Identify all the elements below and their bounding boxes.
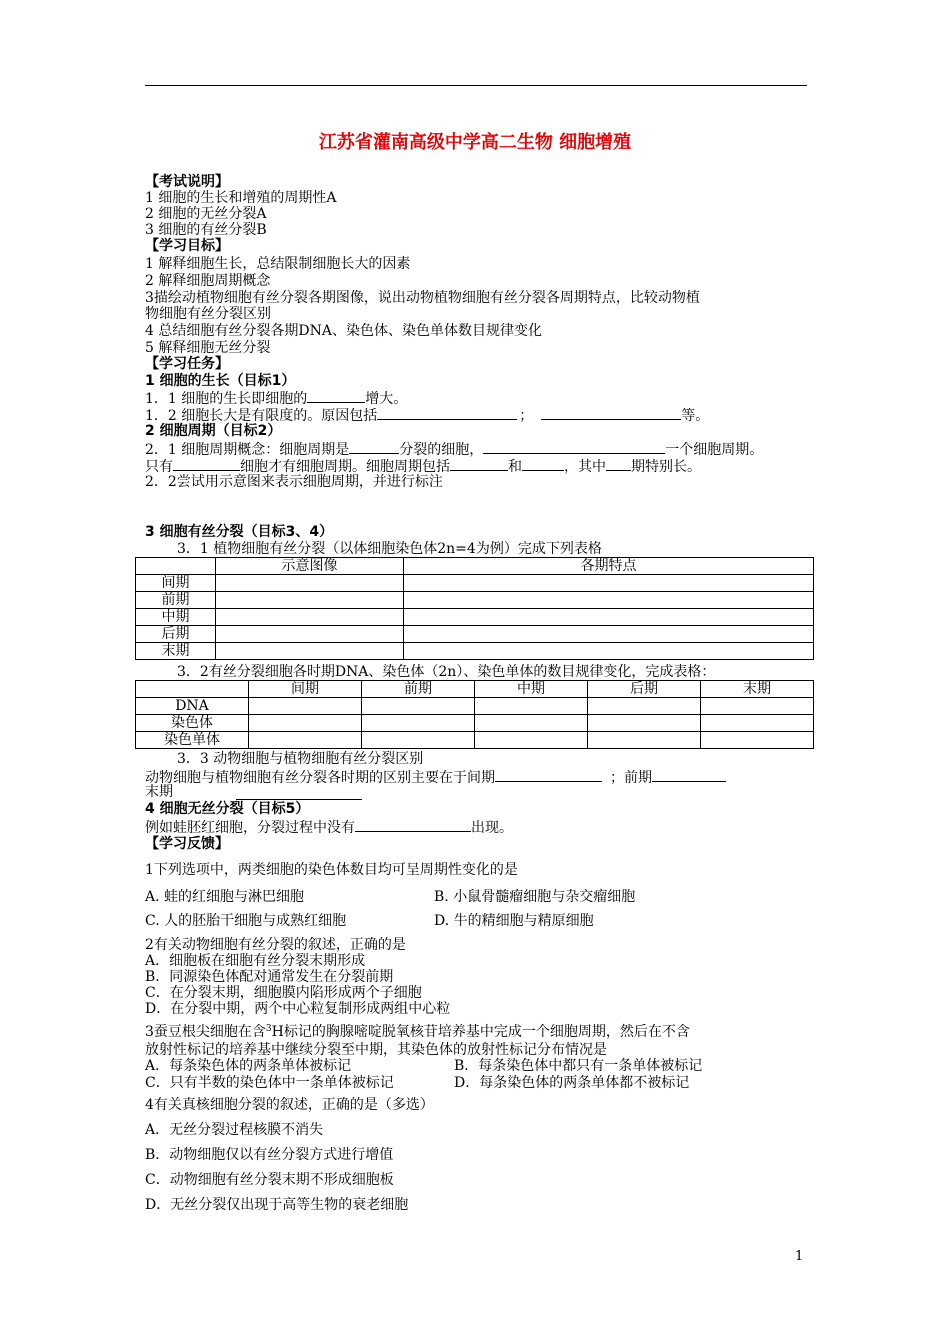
task-2-1-cont — [145, 457, 701, 475]
exam-item: 3 细胞的有丝分裂B — [145, 222, 267, 238]
count-change-table — [135, 680, 814, 749]
answer-blank[interactable] — [307, 389, 365, 403]
phase-label: 间期 — [136, 575, 216, 592]
answer-cell[interactable] — [249, 698, 362, 715]
feedback-heading: 【学习反馈】 — [145, 836, 229, 852]
task-2-1 — [145, 440, 763, 458]
task-text: ；前期 — [610, 770, 652, 786]
table-header: 末期 — [701, 681, 814, 698]
question-3 — [145, 1021, 690, 1040]
goal-item: 1 解释细胞生长，总结限制细胞长大的因素 — [145, 256, 411, 272]
goals-heading: 【学习目标】 — [145, 238, 229, 254]
goal-item: 4 总结细胞有丝分裂各期DNA、染色体、染色单体数目规律变化 — [145, 323, 542, 339]
question-1: 1下列选项中，两类细胞的染色体数目均可呈周期性变化的是 — [145, 862, 518, 878]
answer-blank[interactable] — [349, 440, 399, 454]
answer-cell[interactable] — [249, 732, 362, 749]
question-text: H标记的胸腺嘧啶脱氧核苷培养基中完成一个细胞周期，然后在不含 — [271, 1024, 690, 1040]
option[interactable]: A. 蛙的红细胞与淋巴细胞 — [145, 889, 305, 905]
question-3-cont: 放射性标记的培养基中继续分裂至中期，其染色体的放射性标记分布情况是 — [145, 1042, 607, 1058]
row-label: 染色单体 — [136, 732, 249, 749]
table-header: 前期 — [362, 681, 475, 698]
task-text: 1．1 细胞的生长即细胞的 — [145, 391, 308, 407]
answer-cell[interactable] — [588, 715, 701, 732]
header-rule — [145, 85, 807, 86]
option[interactable]: C．动物细胞有丝分裂末期不形成细胞板 — [145, 1172, 394, 1188]
answer-cell[interactable] — [216, 575, 404, 592]
task-3-3-cont: 末期 — [145, 784, 173, 800]
answer-cell[interactable] — [701, 715, 814, 732]
option[interactable]: A．细胞板在细胞有丝分裂末期形成 — [145, 953, 366, 969]
answer-cell[interactable] — [216, 592, 404, 609]
goal-item: 2 解释细胞周期概念 — [145, 273, 271, 289]
superscript: 3 — [265, 1024, 272, 1034]
option[interactable]: B. 小鼠骨髓瘤细胞与杂交瘤细胞 — [434, 889, 636, 905]
row-label: 染色体 — [136, 715, 249, 732]
answer-cell[interactable] — [362, 698, 475, 715]
answer-blank[interactable] — [522, 457, 564, 471]
phase-label: 前期 — [136, 592, 216, 609]
answer-cell[interactable] — [362, 715, 475, 732]
table-header: 间期 — [249, 681, 362, 698]
task-3-3-text — [145, 768, 726, 786]
exam-item: 1 细胞的生长和增殖的周期性A — [145, 190, 337, 206]
task-text: 细胞才有细胞周期。细胞周期包括 — [240, 459, 450, 475]
answer-cell[interactable] — [701, 698, 814, 715]
task-text: 期特别长。 — [631, 459, 701, 475]
option[interactable]: D．无丝分裂仅出现于高等生物的衰老细胞 — [145, 1197, 409, 1213]
option[interactable]: C．在分裂末期，细胞膜内陷形成两个子细胞 — [145, 985, 422, 1001]
option[interactable]: C．只有半数的染色体中一条单体被标记 — [145, 1075, 394, 1091]
answer-cell[interactable] — [404, 626, 814, 643]
question-4: 4有关真核细胞分裂的叙述，正确的是（多选） — [145, 1097, 434, 1113]
answer-cell[interactable] — [216, 626, 404, 643]
answer-cell[interactable] — [475, 698, 588, 715]
answer-cell[interactable] — [475, 715, 588, 732]
phase-features-table — [135, 557, 814, 660]
goal-item: 3描绘动植物细胞有丝分裂各期图像，说出动物植物细胞有丝分裂各周期特点，比较动物植 — [145, 290, 700, 306]
task-4 — [145, 818, 513, 836]
task-2-2: 2．2尝试用示意图来表示细胞周期，并进行标注 — [145, 474, 443, 490]
answer-blank[interactable] — [483, 440, 665, 454]
option[interactable]: A．每条染色体的两条单体被标记 — [145, 1058, 352, 1074]
answer-cell[interactable] — [588, 698, 701, 715]
task-text: 1．2 细胞长大是有限度的。原因包括 — [145, 408, 378, 424]
answer-blank[interactable] — [652, 768, 726, 782]
task-text: 只有 — [145, 459, 173, 475]
table-header: 后期 — [588, 681, 701, 698]
task-text: 和 — [508, 459, 522, 475]
task-text: 分裂的细胞， — [399, 442, 484, 458]
question-2: 2有关动物细胞有丝分裂的叙述，正确的是 — [145, 937, 406, 953]
answer-blank[interactable] — [377, 406, 517, 420]
task-3-2: 3．2有丝分裂细胞各时期DNA、染色体（2n）、染色单体的数目规律变化，完成表格： — [177, 664, 716, 680]
tasks-heading: 【学习任务】 — [145, 356, 229, 372]
phase-label: 末期 — [136, 643, 216, 660]
option[interactable]: A．无丝分裂过程核膜不消失 — [145, 1122, 324, 1138]
task-1-2 — [145, 406, 709, 424]
section-1-title: 1 细胞的生长（目标1） — [145, 373, 296, 389]
answer-cell[interactable] — [404, 609, 814, 626]
option[interactable]: D. 牛的精细胞与精原细胞 — [434, 913, 594, 929]
answer-cell[interactable] — [249, 715, 362, 732]
answer-blank[interactable] — [236, 799, 362, 800]
answer-cell[interactable] — [404, 643, 814, 660]
table-header: 示意图像 — [216, 558, 404, 575]
task-1-1 — [145, 389, 407, 407]
answer-blank[interactable] — [606, 457, 631, 471]
task-text: ； — [519, 408, 534, 424]
task-text: ，其中 — [564, 459, 606, 475]
option[interactable]: C. 人的胚胎干细胞与成熟红细胞 — [145, 913, 347, 929]
option[interactable]: D．在分裂中期，两个中心粒复制形成两组中心粒 — [145, 1001, 451, 1017]
answer-blank[interactable] — [355, 818, 471, 832]
table-header — [136, 681, 249, 698]
task-text: 一个细胞周期。 — [665, 442, 764, 458]
table-header: 各期特点 — [404, 558, 814, 575]
page-number: 1 — [795, 1249, 804, 1264]
task-3-1: 3．1 植物细胞有丝分裂（以体细胞染色体2n=4为例）完成下列表格 — [177, 541, 602, 557]
exam-heading: 【考试说明】 — [145, 174, 229, 190]
answer-blank[interactable] — [450, 457, 508, 471]
task-text: 2．1 细胞周期概念：细胞周期是 — [145, 442, 350, 458]
table-header — [136, 558, 216, 575]
option[interactable]: B．动物细胞仅以有丝分裂方式进行增值 — [145, 1147, 394, 1163]
goal-item: 5 解释细胞无丝分裂 — [145, 340, 271, 356]
exam-item: 2 细胞的无丝分裂A — [145, 206, 267, 222]
table-header: 中期 — [475, 681, 588, 698]
answer-cell[interactable] — [216, 609, 404, 626]
answer-cell[interactable] — [216, 643, 404, 660]
phase-label: 中期 — [136, 609, 216, 626]
task-text: 等。 — [681, 408, 710, 424]
goal-item: 物细胞有丝分裂区别 — [145, 306, 271, 322]
section-4-title: 4 细胞无丝分裂（目标5） — [145, 801, 310, 817]
question-text: 3蚕豆根尖细胞在含 — [145, 1024, 266, 1040]
answer-blank[interactable] — [495, 768, 602, 782]
section-2-title: 2 细胞周期（目标2） — [145, 423, 282, 439]
section-3-title: 3 细胞有丝分裂（目标3、4） — [145, 524, 334, 540]
phase-label: 后期 — [136, 626, 216, 643]
task-text: 出现。 — [471, 820, 513, 836]
option[interactable]: D．每条染色体的两条单体都不被标记 — [454, 1075, 690, 1091]
answer-cell[interactable] — [701, 732, 814, 749]
task-text: 动物细胞与植物细胞有丝分裂各时期的区别主要在于间期 — [145, 770, 495, 786]
answer-blank[interactable] — [541, 406, 681, 420]
option[interactable]: B．每条染色体中都只有一条单体被标记 — [454, 1058, 703, 1074]
answer-cell[interactable] — [588, 732, 701, 749]
task-3-3: 3．3 动物细胞与植物细胞有丝分裂区别 — [177, 751, 424, 767]
answer-blank[interactable] — [173, 457, 240, 471]
answer-cell[interactable] — [362, 732, 475, 749]
task-text: 增大。 — [365, 391, 408, 407]
row-label: DNA — [136, 698, 249, 715]
option[interactable]: B．同源染色体配对通常发生在分裂前期 — [145, 969, 394, 985]
answer-cell[interactable] — [475, 732, 588, 749]
answer-cell[interactable] — [404, 575, 814, 592]
page-title: 江苏省灌南高级中学高二生物 细胞增殖 — [318, 132, 632, 153]
task-text: 例如蛙胚红细胞，分裂过程中没有 — [145, 820, 355, 836]
answer-cell[interactable] — [404, 592, 814, 609]
